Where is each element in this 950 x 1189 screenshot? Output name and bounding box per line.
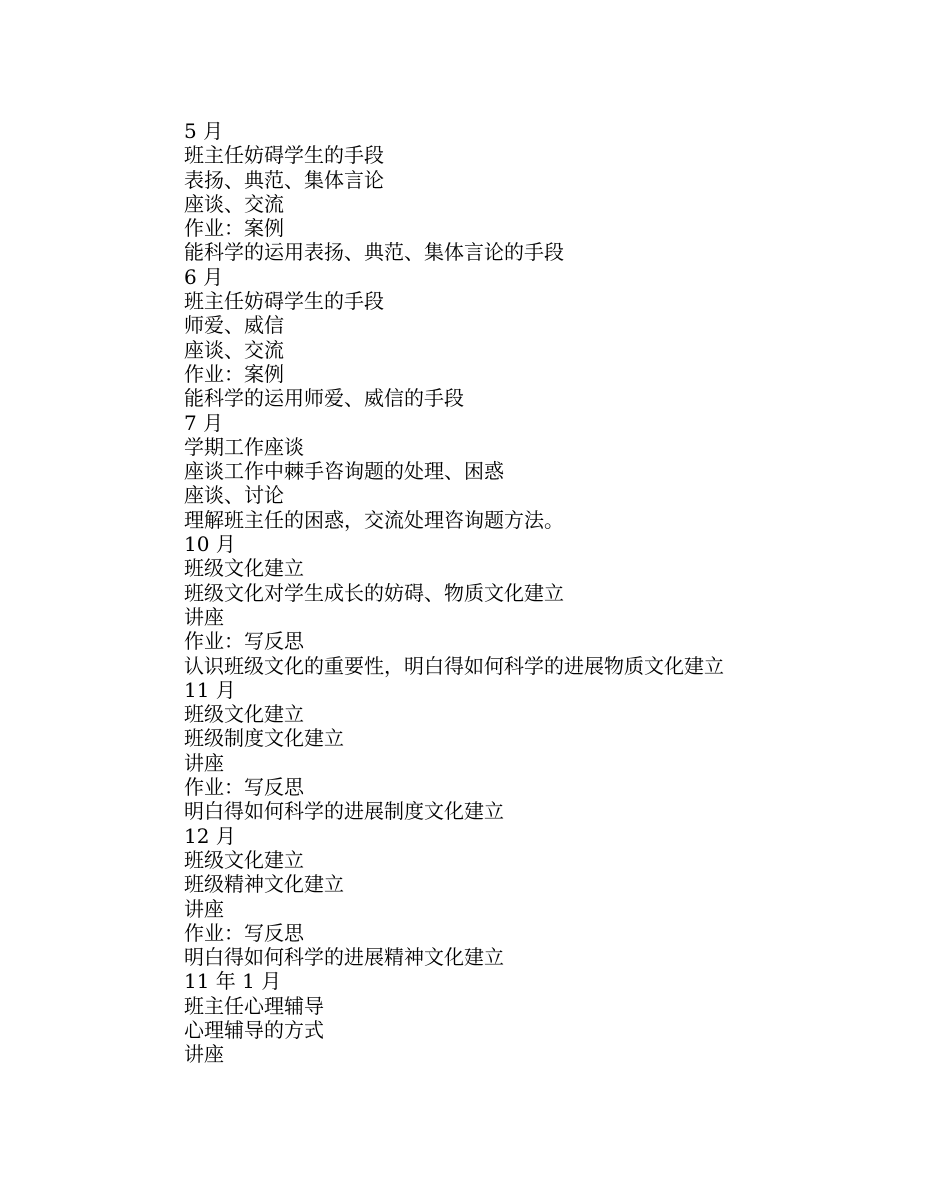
content-line: 班级制度文化建立 <box>184 726 344 751</box>
topic-line: 班主任妨碍学生的手段 <box>184 289 384 314</box>
content-line: 师爱、威信 <box>184 313 284 338</box>
format-line: 座谈、讨论 <box>184 483 284 508</box>
topic-line: 班级文化建立 <box>184 702 304 727</box>
month-heading-may: 5 月 <box>184 119 224 143</box>
topic-line: 班主任妨碍学生的手段 <box>184 143 384 168</box>
format-line: 讲座 <box>184 750 224 775</box>
goal-line: 认识班级文化的重要性，明白得如何科学的进展物质文化建立 <box>184 653 724 678</box>
topic-line: 班主任心理辅导 <box>184 993 324 1018</box>
document-page <box>184 119 884 1067</box>
goal-line: 明白得如何科学的进展精神文化建立 <box>184 945 504 970</box>
goal-line: 能科学的运用师爱、威信的手段 <box>184 386 464 411</box>
topic-line: 学期工作座谈 <box>184 434 304 459</box>
assignment-line: 作业：案例 <box>184 361 284 386</box>
month-heading-june: 6 月 <box>184 264 224 289</box>
format-line: 座谈、交流 <box>184 191 284 216</box>
topic-line: 班级文化建立 <box>184 847 304 872</box>
topic-line: 班级文化建立 <box>184 556 304 581</box>
content-line: 班级文化对学生成长的妨碍、物质文化建立 <box>184 580 564 605</box>
month-heading-january: 11 年 1 月 <box>184 969 282 994</box>
assignment-line: 作业：写反思 <box>184 920 304 945</box>
month-heading-december: 12 月 <box>184 823 236 848</box>
month-heading-october: 10 月 <box>184 532 236 557</box>
assignment-line: 作业：案例 <box>184 216 284 241</box>
goal-line: 理解班主任的困惑，交流处理咨询题方法。 <box>184 507 564 532</box>
format-line: 讲座 <box>184 1042 224 1067</box>
format-line: 座谈、交流 <box>184 337 284 362</box>
assignment-line: 作业：写反思 <box>184 775 304 800</box>
assignment-line: 作业：写反思 <box>184 629 304 654</box>
content-line: 座谈工作中棘手咨询题的处理、困惑 <box>184 459 504 484</box>
month-heading-november: 11 月 <box>184 677 236 702</box>
format-line: 讲座 <box>184 896 224 921</box>
content-line: 班级精神文化建立 <box>184 872 344 897</box>
goal-line: 能科学的运用表扬、典范、集体言论的手段 <box>184 240 564 265</box>
format-line: 讲座 <box>184 604 224 629</box>
content-line: 心理辅导的方式 <box>184 1017 324 1042</box>
goal-line: 明白得如何科学的进展制度文化建立 <box>184 799 504 824</box>
month-heading-july: 7 月 <box>184 410 224 435</box>
content-line: 表扬、典范、集体言论 <box>184 167 384 192</box>
